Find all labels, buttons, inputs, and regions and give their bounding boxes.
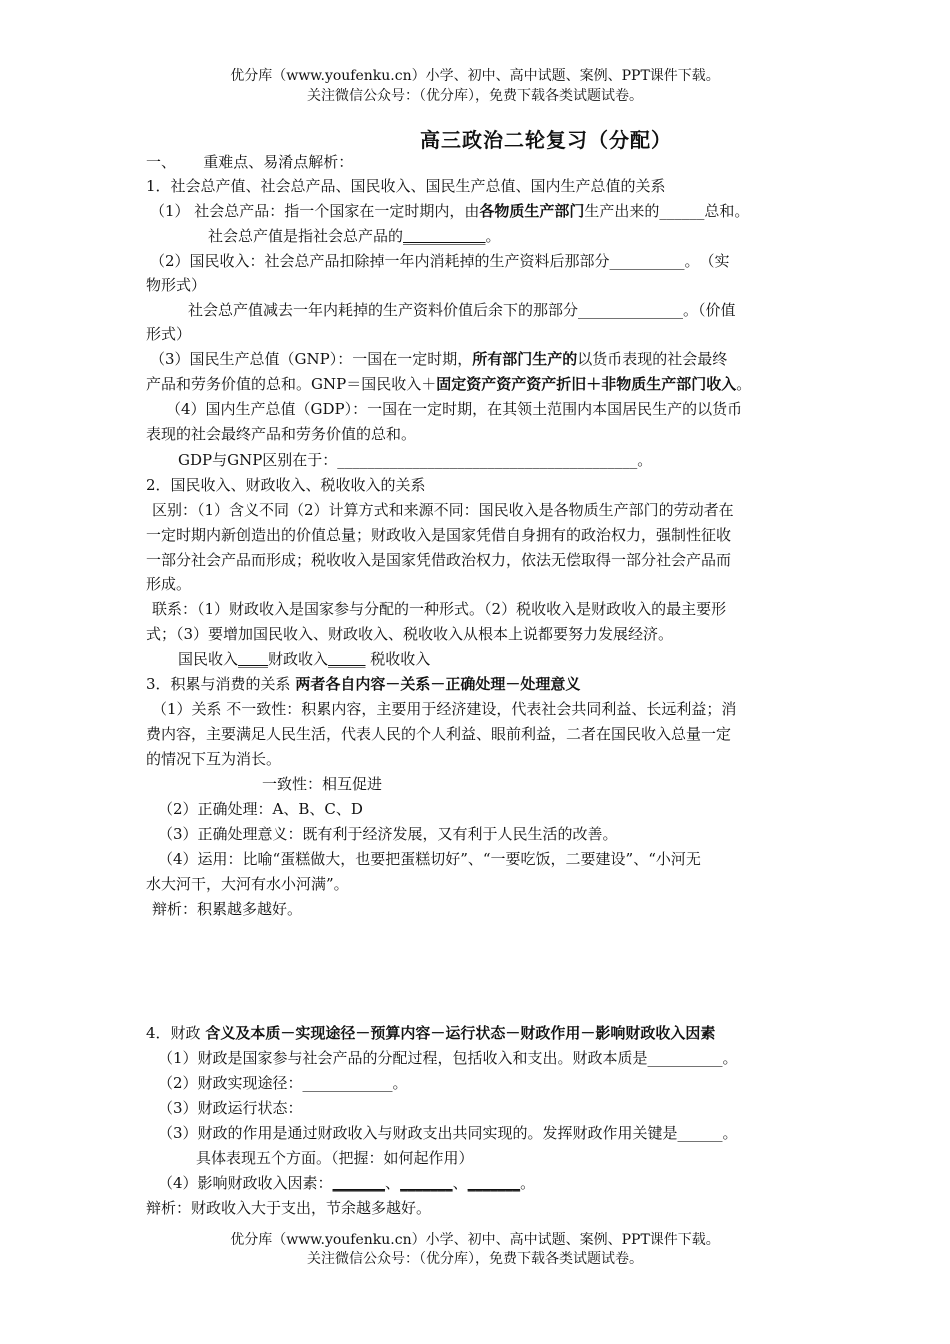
paragraph-line: 水大河干，大河有水小河满”。: [146, 875, 349, 893]
paragraph-line: （2）国民收入：社会总产品扣除掉一年内消耗掉的生产资料后那部分__________。 （实: [150, 252, 730, 270]
paragraph-line: 费内容，主要满足人民生活，代表人民的个人利益、眼前利益，二者在国民收入总量一定: [146, 725, 732, 743]
paragraph-line: （1）关系 不一致性：积累内容，主要用于经济建设，代表社会共同利益、长远利益；消: [152, 700, 737, 718]
paragraph-line: 具体表现五个方面。（把握：如何起作用）: [196, 1149, 474, 1167]
paragraph-line: （4）国内生产总值（GDP）：一国在一定时期，在其领土范围内本国居民生产的以货币: [166, 400, 743, 418]
paragraph-line: 形式）: [146, 325, 192, 343]
header-line-1: 优分库（www.youfenku.cn）小学、初中、高中试题、案例、PPT课件下载。: [230, 68, 720, 84]
paragraph-line: 辩析：积累越多越好。: [152, 900, 303, 918]
paragraph-line: （3）正确处理意义：既有利于经济发展，又有利于人民生活的改善。: [158, 825, 618, 843]
paragraph-line: GDP与GNP区别在于：________________________________________。: [178, 451, 653, 469]
topic-4-heading: 4．财政 含义及本质－实现途径－预算内容－运行状态－财政作用－影响财政收入因素: [146, 1024, 716, 1042]
paragraph-line: （3）财政的作用是通过财政收入与财政支出共同实现的。发挥财政作用关键是______。: [158, 1124, 738, 1142]
paragraph-line: 联系：（1）财政收入是国家参与分配的一种形式。（2）税收收入是财政收入的最主要形: [152, 600, 727, 618]
paragraph-line: （2）正确处理：A、B、C、D: [158, 800, 363, 818]
paragraph-line: 社会总产值是指社会总产品的___________。: [208, 227, 501, 245]
paragraph-line: （1）财政是国家参与社会产品的分配过程，包括收入和支出。财政本质是__________。: [158, 1049, 738, 1067]
paragraph-line: （4）影响财政收入因素：_______、_______、_______。: [158, 1174, 536, 1192]
footer-line-1: 优分库（www.youfenku.cn）小学、初中、高中试题、案例、PPT课件下载。: [230, 1232, 720, 1248]
paragraph-line: 产品和劳务价值的总和。GNP＝国民收入＋固定资产资产资产折旧＋非物质生产部门收入。: [146, 375, 752, 393]
topic-1-heading: 1．社会总产值、社会总产品、国民收入、国民生产总值、国内生产总值的关系: [146, 177, 666, 195]
paragraph-line: 国民收入____财政收入_____ 税收收入: [178, 650, 431, 668]
paragraph-line: （3）财政运行状态：: [158, 1099, 303, 1117]
paragraph-line: 一定时期内新创造出的价值总量；财政收入是国家凭借自身拥有的政治权力，强制性征收: [146, 526, 732, 544]
paragraph-line: 表现的社会最终产品和劳务价值的总和。: [146, 425, 417, 443]
paragraph-line: （4）运用：比喻“蛋糕做大，也要把蛋糕切好”、“一要吃饭，二要建设”、“小河无: [158, 850, 701, 868]
paragraph-line: （2）财政实现途径：____________。: [158, 1074, 408, 1092]
paragraph-line: （3）国民生产总值（GNP）：一国在一定时期，所有部门生产的以货币表现的社会最终: [150, 350, 728, 368]
paragraph-line: 的情况下互为消长。: [146, 750, 282, 768]
paragraph-line: 式；（3）要增加国民收入、财政收入、税收收入从根本上说都要努力发展经济。: [146, 625, 674, 643]
paragraph-line: 区别：（1）含义不同（2）计算方式和来源不同：国民收入是各物质生产部门的劳动者在: [152, 501, 734, 519]
section-heading: 一、 重难点、易淆点解析：: [146, 153, 354, 171]
paragraph-line: 物形式）: [146, 276, 207, 294]
footer-line-2: 关注微信公众号：（优分库），免费下载各类试题试卷。: [307, 1251, 643, 1267]
paragraph-line: 一部分社会产品而形成；税收收入是国家凭借政治权力，依法无偿取得一部分社会产品而: [146, 551, 732, 569]
header-line-2: 关注微信公众号：（优分库），免费下载各类试题试卷。: [307, 88, 643, 104]
paragraph-line: （1） 社会总产品：指一个国家在一定时期内，由各物质生产部门生产出来的______总和。: [150, 202, 750, 220]
page-title: 高三政治二轮复习（分配）: [420, 128, 672, 152]
topic-3-heading: 3．积累与消费的关系 两者各自内容－关系－正确处理－处理意义: [146, 675, 581, 693]
paragraph-line: 形成。: [146, 575, 192, 593]
paragraph-line: 一致性：相互促进: [262, 775, 383, 793]
paragraph-line: 辩析：财政收入大于支出，节余越多越好。: [146, 1199, 432, 1217]
paragraph-line: 社会总产值减去一年内耗掉的生产资料价值后余下的那部分______________。（价值: [188, 301, 736, 319]
topic-2-heading: 2．国民收入、财政收入、税收收入的关系: [146, 476, 426, 494]
